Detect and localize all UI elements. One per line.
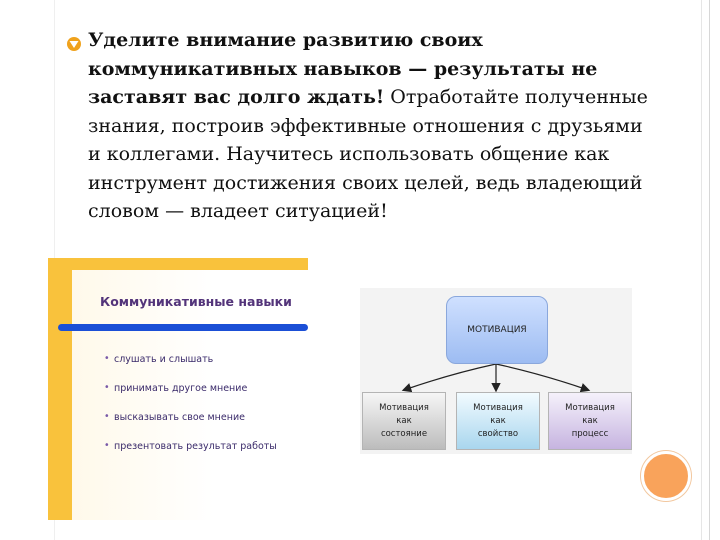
box-line: как (582, 415, 598, 426)
box-line: процесс (571, 428, 609, 439)
orange-circle-decoration (641, 451, 691, 501)
diagram-top-box: МОТИВАЦИЯ (446, 296, 548, 364)
skills-list (104, 354, 277, 470)
skills-title: Коммуникативные навыки (100, 294, 292, 309)
box-line: как (396, 415, 412, 426)
box-line: Мотивация (379, 402, 429, 413)
skills-top-bar (48, 258, 308, 270)
skills-item: • презентовать результат работы (104, 441, 277, 470)
diagram-box-process (548, 392, 632, 450)
bullet-icon (66, 36, 90, 56)
skills-image (48, 258, 308, 520)
box-line: Мотивация (473, 402, 523, 413)
diagram-box-property (456, 392, 540, 450)
paragraph-bold: Уделите внимание развитию своих коммуникативных навыков — результаты не заставят вас долго ждать! (88, 29, 598, 108)
diagram-box-state (362, 392, 446, 450)
box-line: свойство (477, 428, 519, 439)
skills-item: • слушать и слышать (104, 354, 277, 383)
box-line: Мотивация (565, 402, 615, 413)
skills-left-bar (48, 258, 72, 520)
skills-divider (58, 324, 308, 331)
slide-frame-right-inner (701, 0, 702, 540)
motivation-diagram (360, 288, 632, 454)
slide-frame-right (709, 0, 710, 540)
main-paragraph (88, 26, 648, 226)
paragraph-rest: Отработайте полученные знания, построив эффективные отношения с друзьями и коллегами. Научитесь использовать общение как инструмент достижения своих целей, ведь владеющий словом — владеет ситуацией! (88, 86, 648, 222)
box-line: состояние (380, 428, 428, 439)
box-line: как (490, 415, 506, 426)
skills-item: • высказывать свое мнение (104, 412, 277, 441)
skills-item: • принимать другое мнение (104, 383, 277, 412)
